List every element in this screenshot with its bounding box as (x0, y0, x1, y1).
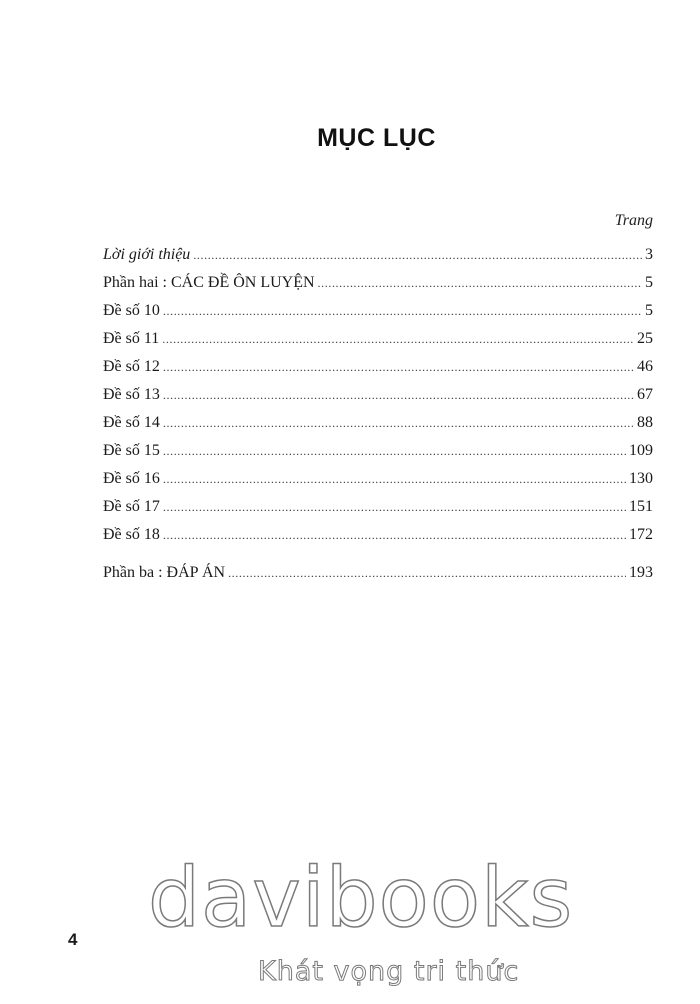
toc-entry-page: 151 (629, 498, 653, 515)
dot-leader (228, 559, 626, 587)
toc-entry-label: Đề số 10 (103, 302, 160, 319)
dot-leader (163, 437, 626, 465)
toc-entry-page: 5 (645, 274, 653, 291)
table-of-contents (103, 241, 653, 587)
toc-entry-exam-14 (103, 409, 653, 437)
toc-entry-exam-10 (103, 297, 653, 325)
toc-entry-label: Đề số 16 (103, 470, 160, 487)
toc-entry-exam-15 (103, 437, 653, 465)
dot-leader (163, 409, 634, 437)
dot-leader (163, 353, 634, 381)
dot-leader (163, 465, 626, 493)
page-number: 4 (68, 930, 78, 949)
toc-entry-exam-13 (103, 381, 653, 409)
page-column-label: Trang (614, 212, 653, 229)
toc-entry-label: Đề số 13 (103, 386, 160, 403)
toc-entry-label: Đề số 12 (103, 358, 160, 375)
toc-entry-label: Phần ba : ĐÁP ÁN (103, 564, 226, 581)
dot-leader (162, 325, 634, 353)
dot-leader (163, 521, 626, 549)
toc-entry-page: 109 (629, 442, 653, 459)
toc-entry-exam-17 (103, 493, 653, 521)
toc-entry-exam-16 (103, 465, 653, 493)
toc-entry-exam-11 (103, 325, 653, 353)
toc-entry-page: 172 (629, 526, 653, 543)
toc-entry-part-two (103, 269, 653, 297)
dot-leader (193, 241, 642, 269)
toc-entry-label: Đề số 11 (103, 330, 160, 347)
dot-leader (163, 381, 634, 409)
toc-entry-exam-12 (103, 353, 653, 381)
toc-entry-label: Đề số 14 (103, 414, 160, 431)
toc-entry-label: Đề số 18 (103, 526, 160, 543)
toc-entry-label: Lời giới thiệu (103, 246, 191, 263)
watermark-logo: davibooks (148, 851, 574, 946)
toc-entry-page: 3 (645, 246, 653, 263)
dot-leader (318, 269, 642, 297)
dot-leader (163, 297, 642, 325)
toc-entry-page: 25 (637, 330, 653, 347)
toc-entry-page: 130 (629, 470, 653, 487)
dot-leader (163, 493, 626, 521)
toc-entry-page: 5 (645, 302, 653, 319)
toc-entry-page: 88 (637, 414, 653, 431)
toc-entry-page: 67 (637, 386, 653, 403)
toc-entry-introduction (103, 241, 653, 269)
toc-entry-label: Đề số 17 (103, 498, 160, 515)
toc-entry-part-three (103, 559, 653, 587)
page-title: MỤC LỤC (317, 124, 436, 152)
toc-entry-page: 193 (629, 564, 653, 581)
watermark-slogan: Khát vọng tri thức (258, 956, 520, 987)
toc-entry-page: 46 (637, 358, 653, 375)
toc-entry-label: Phần hai : CÁC ĐỀ ÔN LUYỆN (103, 274, 315, 291)
toc-entry-label: Đề số 15 (103, 442, 160, 459)
toc-entry-exam-18 (103, 521, 653, 549)
